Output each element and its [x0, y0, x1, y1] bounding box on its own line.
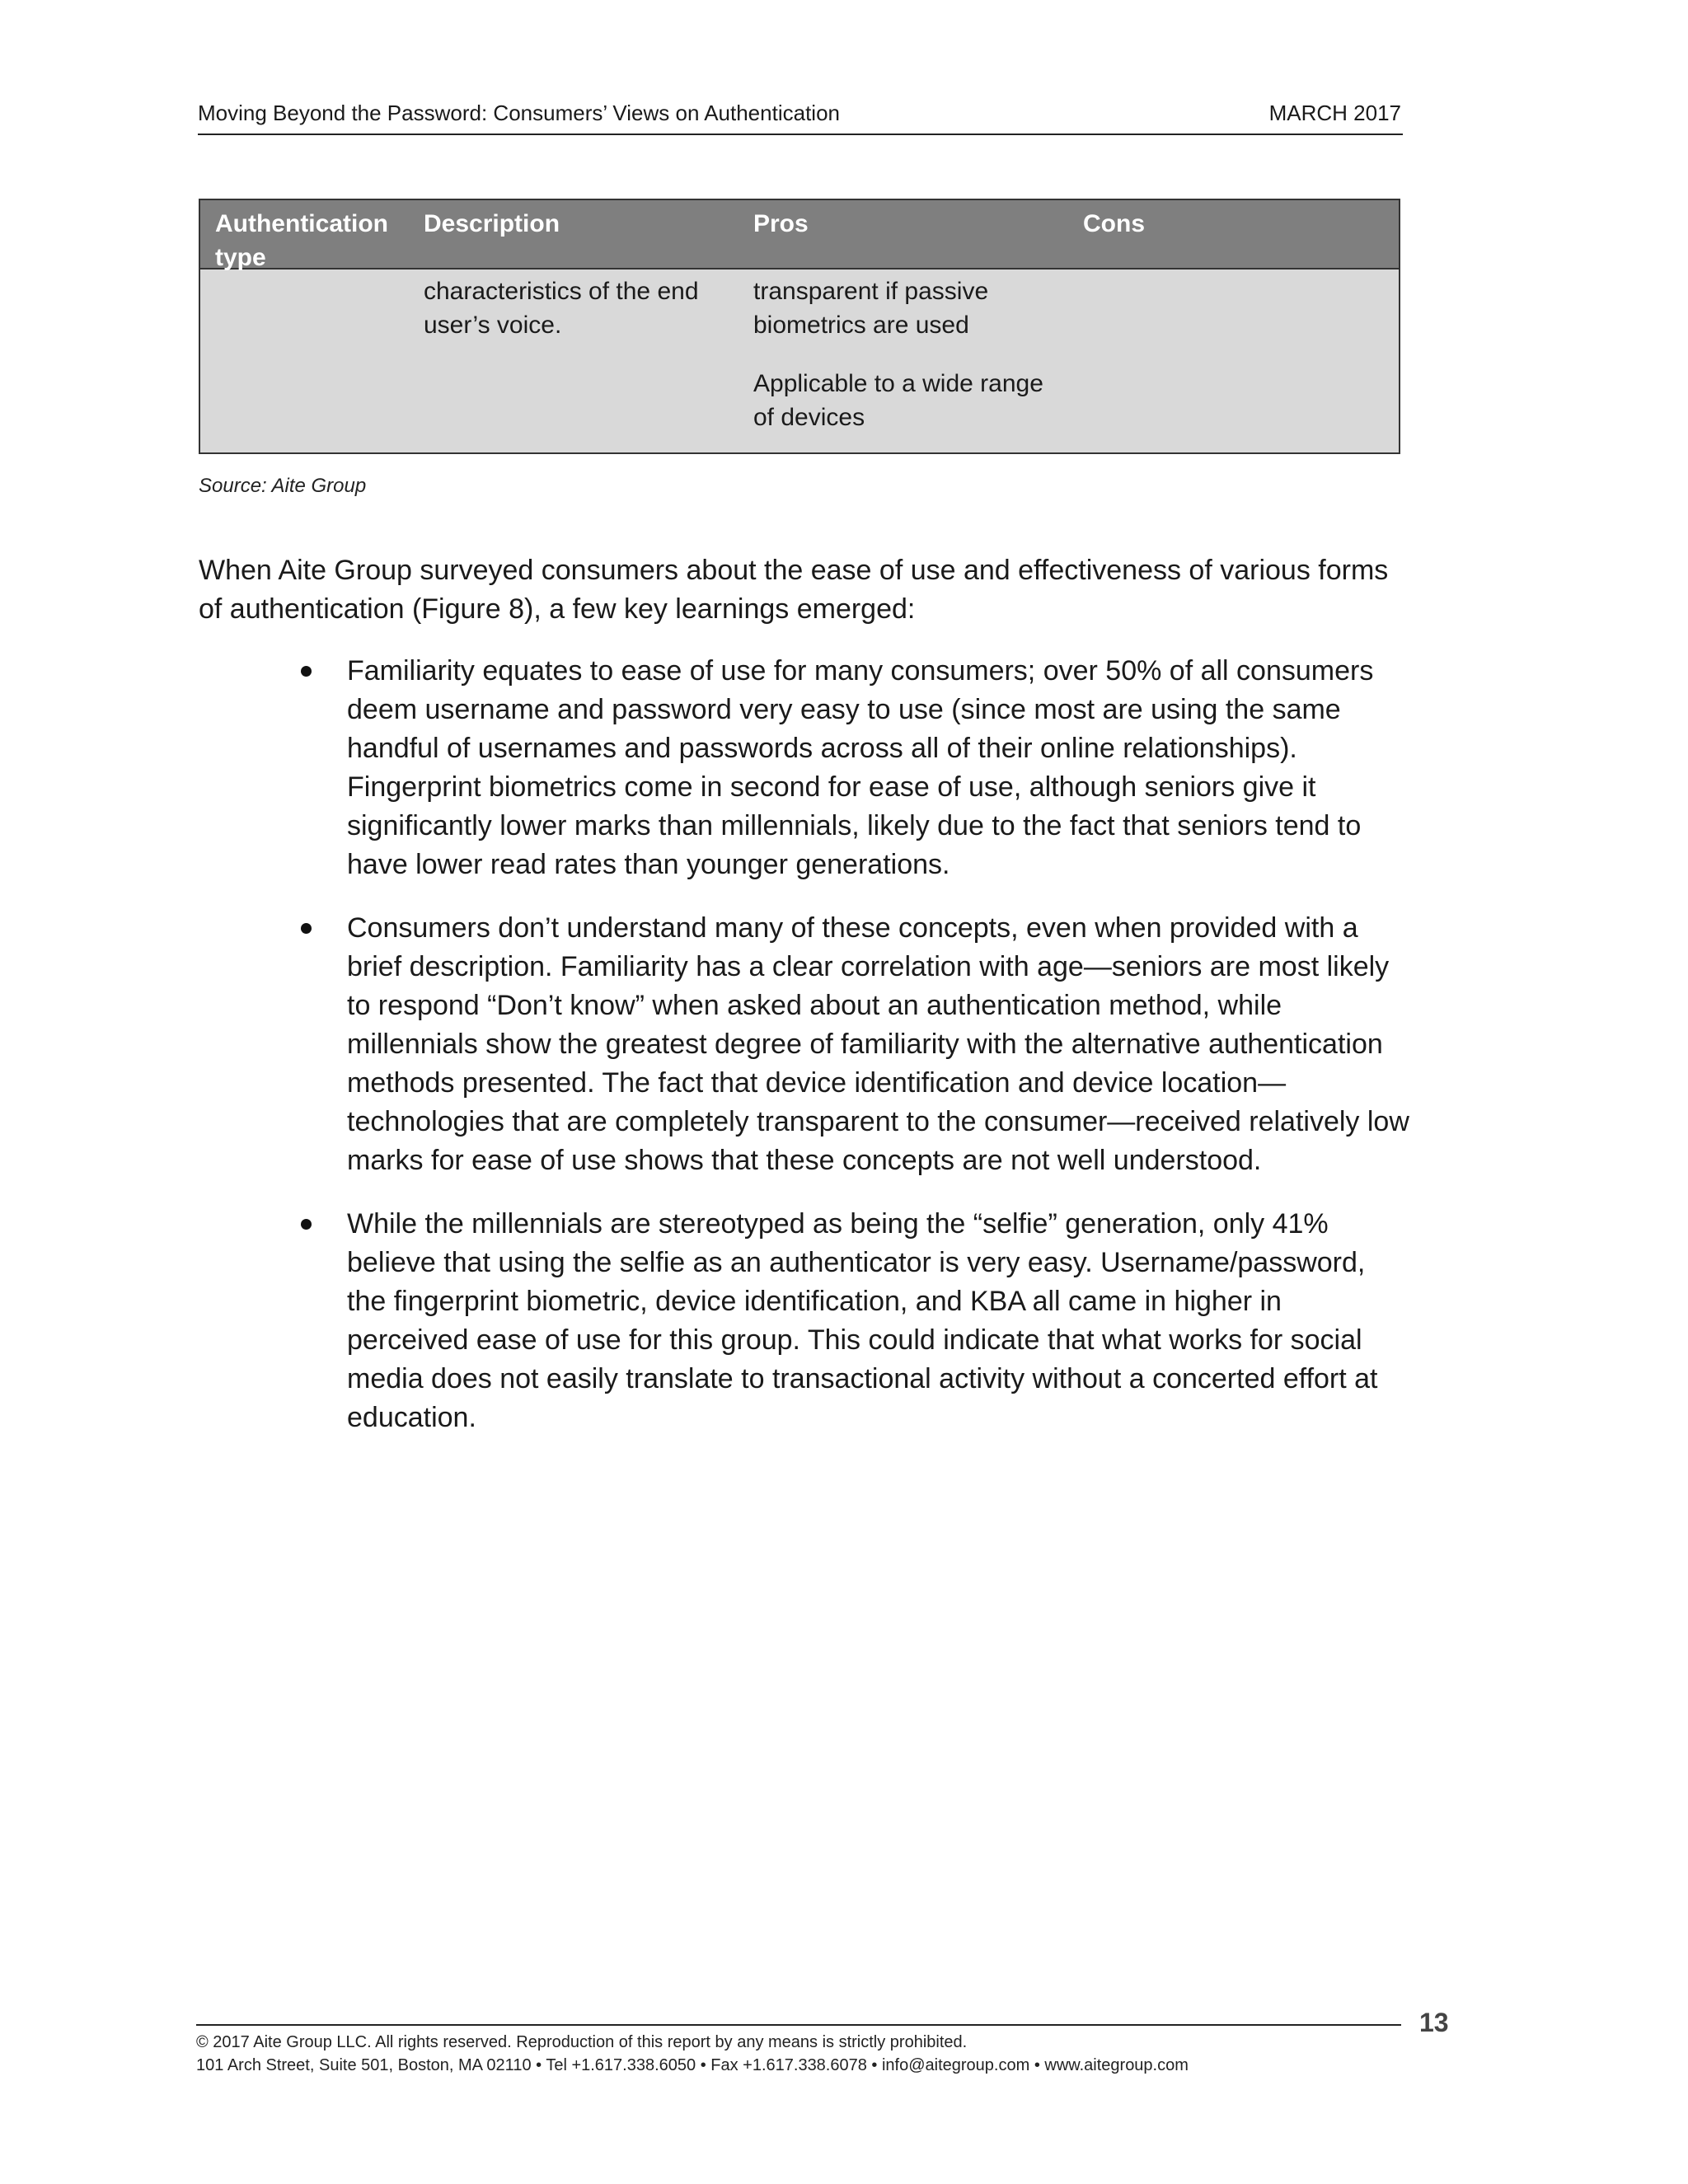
page-header — [198, 99, 1403, 135]
page-number: 13 — [1419, 2008, 1449, 2037]
cell-description: characteristics of the end user’s voice. — [424, 278, 699, 339]
footer-address: 101 Arch Street, Suite 501, Boston, MA 02110 • Tel +1.617.338.6050 • Fax +1.617.338.6078 • info@aitegroup.com • www.aitegroup.com — [196, 2056, 1189, 2074]
table-source-note: Source: Aite Group — [199, 475, 367, 497]
list-item-text: Familiarity equates to ease of use for many consumers; over 50% of all consumers deem username and password very easy to use (since most are using the same handful of usernames and passwords across all of their online relationships). Fingerprint biometrics come in second for ease of use, although seniors give it significantly lower marks than millennials, likely due to the fact that seniors tend to have lower read rates than younger generations. — [347, 655, 1374, 880]
key-learnings-list — [199, 652, 1410, 1462]
pros-item: transparent if passive biometrics are used — [753, 278, 989, 339]
footer-copyright: © 2017 Aite Group LLC. All rights reserved. Reproduction of this report by any means is strictly prohibited. — [196, 2033, 968, 2051]
list-item — [199, 909, 1410, 1180]
bullet-icon — [301, 666, 312, 677]
column-header-authentication-type: Authentication type — [215, 210, 388, 271]
column-header-cons: Cons — [1083, 210, 1145, 237]
list-item-text: While the millennials are stereotyped as being the “selfie” generation, only 41% believe that using the selfie as an authenticator is very easy. Username/password, the fingerprint biometric, device identification, and KBA all came in higher in perceived ease of use for this group. This could indicate that what works for social media does not easily translate to transactional activity without a concerted effort at education. — [347, 1208, 1378, 1433]
cell-pros — [753, 274, 1058, 459]
page-footer — [196, 2024, 1401, 2077]
authentication-table — [199, 199, 1400, 454]
document-date: MARCH 2017 — [1268, 101, 1401, 125]
list-item-text: Consumers don’t understand many of these concepts, even when provided with a brief description. Familiarity has a clear correlation with age—seniors are most likely to respond “Don’t know” when asked about an authentication method, while millennials show the greatest degree of familiarity with the alternative authentication methods presented. The fact that device identification and device location—technologies that are completely transparent to the consumer—received relatively low marks for ease of use shows that these concepts are not well understood. — [347, 912, 1409, 1176]
list-item — [199, 1205, 1410, 1437]
list-item — [199, 652, 1410, 884]
table-header-row — [200, 200, 1399, 269]
column-header-pros: Pros — [753, 210, 809, 237]
bullet-icon — [301, 923, 312, 934]
bullet-icon — [301, 1219, 312, 1230]
column-header-description: Description — [424, 210, 560, 237]
document-title: Moving Beyond the Password: Consumers’ Views on Authentication — [198, 101, 840, 125]
intro-paragraph: When Aite Group surveyed consumers about the ease of use and effectiveness of various forms of authentication (Figure 8), a few key learnings emerged: — [199, 555, 1389, 625]
pros-item: Applicable to a wide range of devices — [753, 370, 1043, 431]
